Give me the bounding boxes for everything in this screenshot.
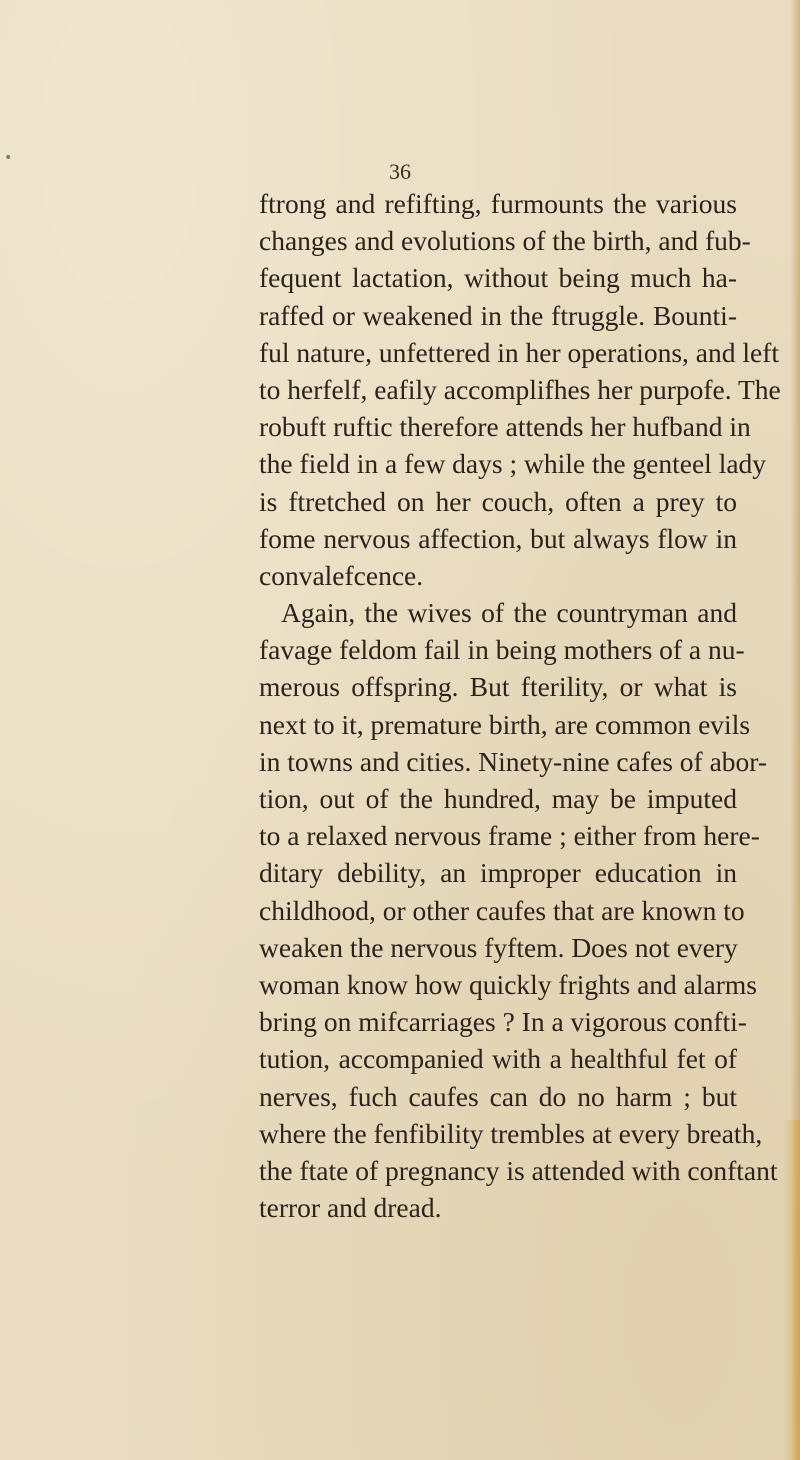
text-line: childhood, or other caufes that are known to bbox=[259, 894, 745, 926]
text-line: in towns and cities. Ninety-nine cafes of abor- bbox=[259, 745, 768, 777]
text-line: changes and evolutions of the birth, and fub- bbox=[259, 225, 751, 257]
text-line: weaken the nervous fyftem. Does not every bbox=[259, 931, 738, 963]
text-line: ditary debility, an improper education in bbox=[259, 857, 737, 889]
text-line: is ftretched on her couch, often a prey to bbox=[259, 485, 737, 517]
text-line: ful nature, unfettered in her operations, and left bbox=[259, 336, 780, 368]
body-text bbox=[259, 185, 781, 1226]
text-line: fome nervous affection, but always flow in bbox=[259, 522, 737, 554]
text-line: favage feldom fail in being mothers of a nu- bbox=[259, 634, 745, 666]
text-line: fequent lactation, without being much ha- bbox=[259, 262, 737, 294]
text-line: where the fenfibility trembles at every breath, bbox=[259, 1117, 763, 1149]
text-line: nerves, fuch caufes can do no harm ; but bbox=[259, 1080, 737, 1112]
text-line: to a relaxed nervous frame ; either from here- bbox=[259, 820, 760, 852]
text-line: next to it, premature birth, are common evils bbox=[259, 708, 751, 740]
text-line: merous offspring. But fterility, or what is bbox=[259, 671, 737, 703]
margin-mark: • bbox=[4, 150, 13, 166]
paragraph-start-line: Again, the wives of the countryman and bbox=[281, 597, 737, 629]
text-line: woman know how quickly frights and alarms bbox=[259, 968, 757, 1000]
text-line: raffed or weakened in the ftruggle. Bounti- bbox=[259, 299, 737, 331]
text-line: bring on mifcarriages ? In a vigorous confti- bbox=[259, 1006, 747, 1038]
text-line: the field in a few days ; while the genteel lady bbox=[259, 448, 767, 480]
paragraph-end-line: convalefcence. bbox=[259, 559, 424, 591]
text-line: to herfelf, eafily accomplifhes her purpofe. The bbox=[259, 373, 781, 405]
page-edge-stain bbox=[784, 1120, 800, 1460]
text-line: ftrong and refifting, furmounts the various bbox=[259, 188, 737, 219]
page-number: 36 bbox=[389, 159, 411, 184]
text-line: the ftate of pregnancy is attended with conftant bbox=[259, 1154, 778, 1186]
text-line: tion, out of the hundred, may be imputed bbox=[259, 783, 737, 814]
text-line: robuft ruftic therefore attends her hufband in bbox=[259, 411, 751, 443]
text-line: tution, accompanied with a healthful fet of bbox=[259, 1043, 737, 1075]
paragraph-end-line: terror and dread. bbox=[259, 1192, 442, 1224]
